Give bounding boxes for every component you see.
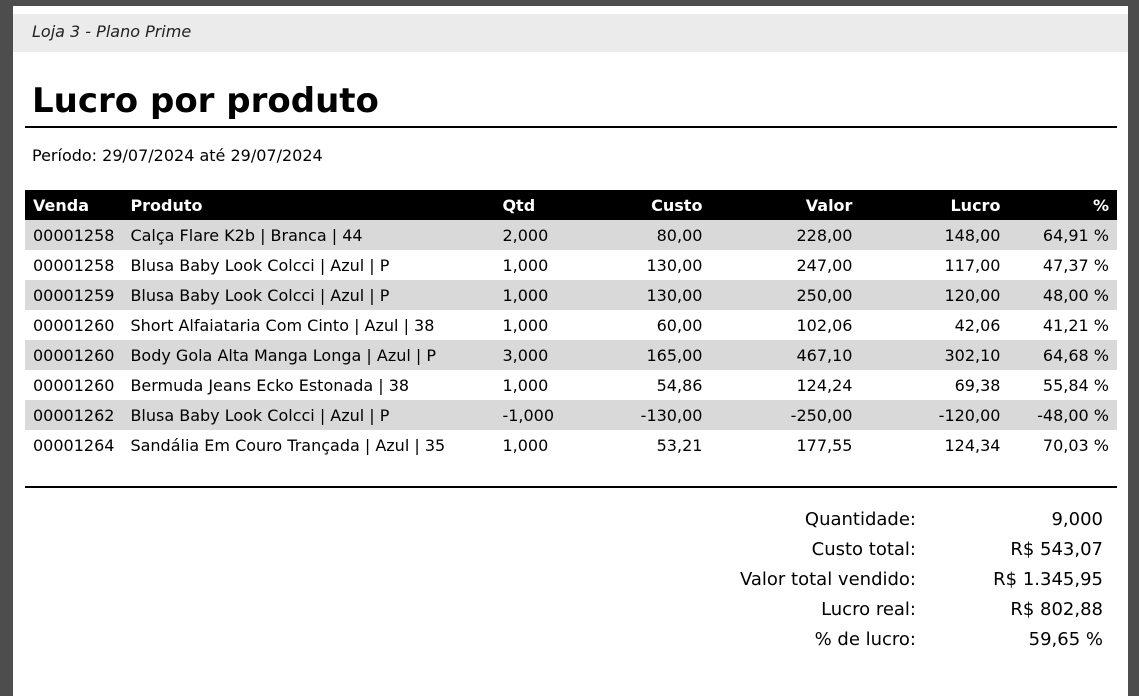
summary-value-lucro: R$ 802,88 — [1010, 598, 1103, 620]
report-period: Período: 29/07/2024 até 29/07/2024 — [32, 146, 323, 165]
table-row — [25, 340, 1117, 370]
cell-venda: 00001260 — [33, 315, 115, 335]
cell-lucro: 302,10 — [860, 340, 1008, 370]
summary-row-valor — [613, 564, 1103, 594]
summary-table — [613, 504, 1103, 654]
cell-valor: 247,00 — [796, 255, 853, 275]
cell-venda: 00001260 — [33, 375, 115, 395]
cell-percent: 70,03 % — [1042, 435, 1109, 455]
cell-produto: Short Alfaiataria Com Cinto | Azul | 38 — [130, 315, 435, 335]
column-header-lucro: Lucro — [860, 190, 1008, 220]
cell-custo: 80,00 — [594, 220, 710, 250]
cell-custo: 165,00 — [594, 340, 710, 370]
summary-label-valor: Valor total vendido: — [739, 568, 916, 590]
summary-label-custo: Custo total: — [811, 538, 916, 560]
cell-percent: 55,84 % — [1042, 375, 1109, 395]
cell-valor: 177,55 — [796, 435, 853, 455]
table-row — [25, 370, 1117, 400]
table-row — [25, 250, 1117, 280]
cell-valor: 250,00 — [710, 280, 860, 310]
cell-valor: 467,10 — [710, 340, 860, 370]
cell-percent: 41,21 % — [1042, 315, 1109, 335]
column-header-custo: Custo — [594, 190, 710, 220]
column-header-valor: Valor — [710, 190, 860, 220]
column-header-produto: Produto — [122, 190, 494, 220]
cell-custo: -130,00 — [594, 400, 710, 430]
cell-lucro: 120,00 — [860, 280, 1008, 310]
profit-table — [25, 190, 1117, 460]
cell-venda: 00001264 — [33, 435, 115, 455]
cell-lucro: 117,00 — [944, 255, 1001, 275]
summary-value-quantidade: 9,000 — [1051, 508, 1103, 530]
cell-qtd: 2,000 — [494, 220, 594, 250]
cell-percent: 48,00 % — [1008, 280, 1117, 310]
cell-percent: 47,37 % — [1042, 255, 1109, 275]
cell-venda: 00001258 — [25, 220, 122, 250]
table-row — [25, 400, 1117, 430]
cell-custo: 130,00 — [646, 255, 703, 275]
column-header-qtd: Qtd — [494, 190, 594, 220]
cell-custo: 60,00 — [656, 315, 703, 335]
cell-produto: Blusa Baby Look Colcci | Azul | P — [130, 255, 390, 275]
table-header-row — [25, 190, 1117, 220]
cell-lucro: 148,00 — [860, 220, 1008, 250]
cell-qtd: 1,000 — [494, 280, 594, 310]
cell-venda: 00001262 — [25, 400, 122, 430]
cell-venda: 00001260 — [25, 340, 122, 370]
cell-percent: -48,00 % — [1008, 400, 1117, 430]
cell-valor: 228,00 — [710, 220, 860, 250]
summary-value-custo: R$ 543,07 — [1010, 538, 1103, 560]
summary-label-percent: % de lucro: — [814, 628, 916, 650]
report-page — [13, 6, 1128, 696]
summary-label-lucro: Lucro real: — [821, 598, 916, 620]
table-row — [25, 280, 1117, 310]
cell-qtd: 1,000 — [502, 255, 549, 275]
cell-lucro: 42,06 — [954, 315, 1001, 335]
cell-qtd: 1,000 — [502, 375, 549, 395]
report-title: Lucro por produto — [32, 81, 379, 121]
cell-lucro: 69,38 — [954, 375, 1001, 395]
cell-produto: Body Gola Alta Manga Longa | Azul | P — [122, 340, 494, 370]
cell-valor: 124,24 — [796, 375, 853, 395]
cell-valor: 102,06 — [796, 315, 853, 335]
summary-row-percent — [613, 624, 1103, 654]
cell-lucro: 124,34 — [944, 435, 1001, 455]
cell-custo: 53,21 — [656, 435, 703, 455]
cell-produto: Blusa Baby Look Colcci | Azul | P — [122, 280, 494, 310]
cell-custo: 130,00 — [594, 280, 710, 310]
table-row — [25, 430, 1117, 460]
cell-produto: Blusa Baby Look Colcci | Azul | P — [122, 400, 494, 430]
cell-qtd: 3,000 — [494, 340, 594, 370]
table-row — [25, 220, 1117, 250]
summary-value-valor: R$ 1.345,95 — [993, 568, 1103, 590]
cell-valor: -250,00 — [710, 400, 860, 430]
cell-qtd: 1,000 — [502, 435, 549, 455]
column-header-venda: Venda — [25, 190, 122, 220]
summary-row-lucro — [613, 594, 1103, 624]
title-divider — [25, 126, 1117, 128]
cell-qtd: -1,000 — [494, 400, 594, 430]
summary-label-quantidade: Quantidade: — [804, 508, 916, 530]
cell-custo: 54,86 — [656, 375, 703, 395]
cell-percent: 64,68 % — [1008, 340, 1117, 370]
store-name: Loja 3 - Plano Prime — [32, 22, 192, 41]
cell-qtd: 1,000 — [502, 315, 549, 335]
cell-lucro: -120,00 — [860, 400, 1008, 430]
summary-row-custo — [613, 534, 1103, 564]
summary-divider — [25, 486, 1117, 488]
summary-row-quantidade — [613, 504, 1103, 534]
cell-venda: 00001258 — [33, 255, 115, 275]
cell-produto: Calça Flare K2b | Branca | 44 — [122, 220, 494, 250]
cell-percent: 64,91 % — [1008, 220, 1117, 250]
table-row — [25, 310, 1117, 340]
column-header-percent: % — [1008, 190, 1117, 220]
cell-produto: Bermuda Jeans Ecko Estonada | 38 — [130, 375, 410, 395]
cell-venda: 00001259 — [25, 280, 122, 310]
summary-value-percent: 59,65 % — [1028, 628, 1103, 650]
cell-produto: Sandália Em Couro Trançada | Azul | 35 — [130, 435, 446, 455]
